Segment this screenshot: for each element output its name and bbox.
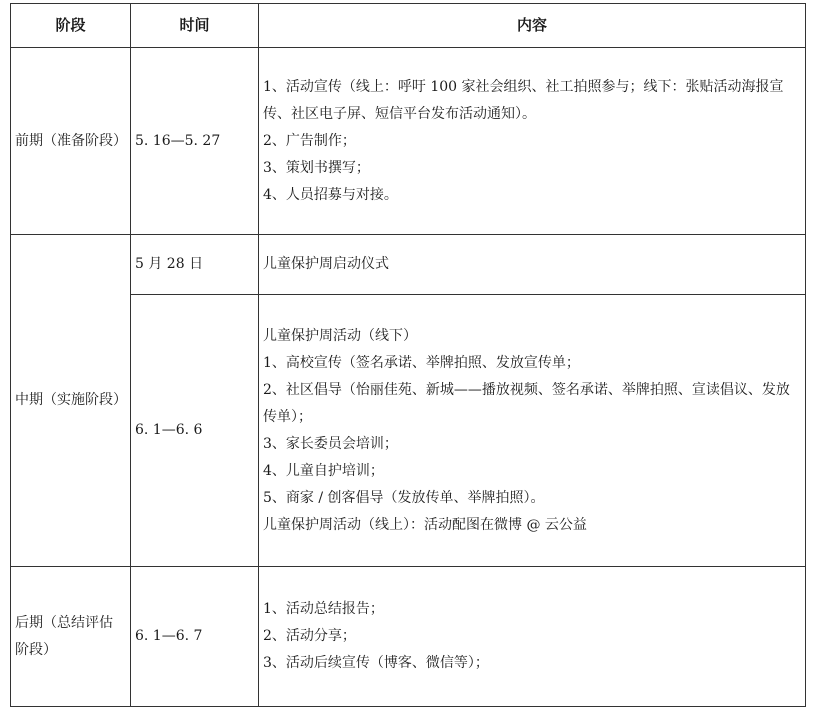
content-line: 2、广告制作； xyxy=(263,132,356,149)
content-cell xyxy=(259,48,806,235)
content-line: 5、商家 / 创客倡导（发放传单、举牌拍照）。 xyxy=(263,489,545,506)
content-line: 1、活动总结报告； xyxy=(263,601,384,617)
time-cell: 5. 16—5. 27 xyxy=(131,48,259,235)
content-line: 2、社区倡导（怡丽佳苑、新城——播放视频、签名承诺、举牌拍照、宣读倡议、发放传单）； xyxy=(263,381,790,425)
stage-cell: 后期（总结评估阶段） xyxy=(11,567,131,707)
content-cell xyxy=(259,235,806,295)
content-line: 3、策划书撰写； xyxy=(263,159,370,176)
content-line: 4、人员招募与对接。 xyxy=(263,186,398,203)
table-row xyxy=(11,295,806,567)
header-stage: 阶段 xyxy=(11,4,131,48)
stage-cell: 前期（准备阶段） xyxy=(11,48,131,235)
content-line: 2、活动分享； xyxy=(263,628,356,644)
table-row xyxy=(11,567,806,707)
stage-cell: 中期（实施阶段） xyxy=(11,235,131,567)
content-line: 3、活动后续宣传（博客、微信等）； xyxy=(263,655,489,671)
content-cell xyxy=(259,295,806,567)
content-line: 3、家长委员会培训； xyxy=(263,435,398,452)
time-cell: 6. 1—6. 7 xyxy=(131,567,259,707)
header-row xyxy=(11,4,806,48)
content-line: 儿童保护周活动（线上）：活动配图在微博 @ 云公益 xyxy=(263,516,587,533)
table-row xyxy=(11,48,806,235)
content-line: 1、活动宣传（线上：呼吁 100 家社会组织、社工拍照参与；线下：张贴活动海报宣传、社区电子屏、短信平台发布活动通知）。 xyxy=(263,78,784,122)
activity-schedule-table xyxy=(10,3,806,707)
content-cell xyxy=(259,567,806,707)
content-line: 儿童保护周活动（线下） xyxy=(263,327,417,344)
table-row xyxy=(11,235,806,295)
time-cell: 5 月 28 日 xyxy=(131,235,259,295)
content-line: 1、高校宣传（签名承诺、举牌拍照、发放宣传单； xyxy=(263,354,580,371)
content-line: 4、儿童自护培训； xyxy=(263,462,384,479)
header-content: 内容 xyxy=(259,4,806,48)
time-cell: 6. 1—6. 6 xyxy=(131,295,259,567)
content-line: 儿童保护周启动仪式 xyxy=(263,256,389,272)
header-time: 时间 xyxy=(131,4,259,48)
